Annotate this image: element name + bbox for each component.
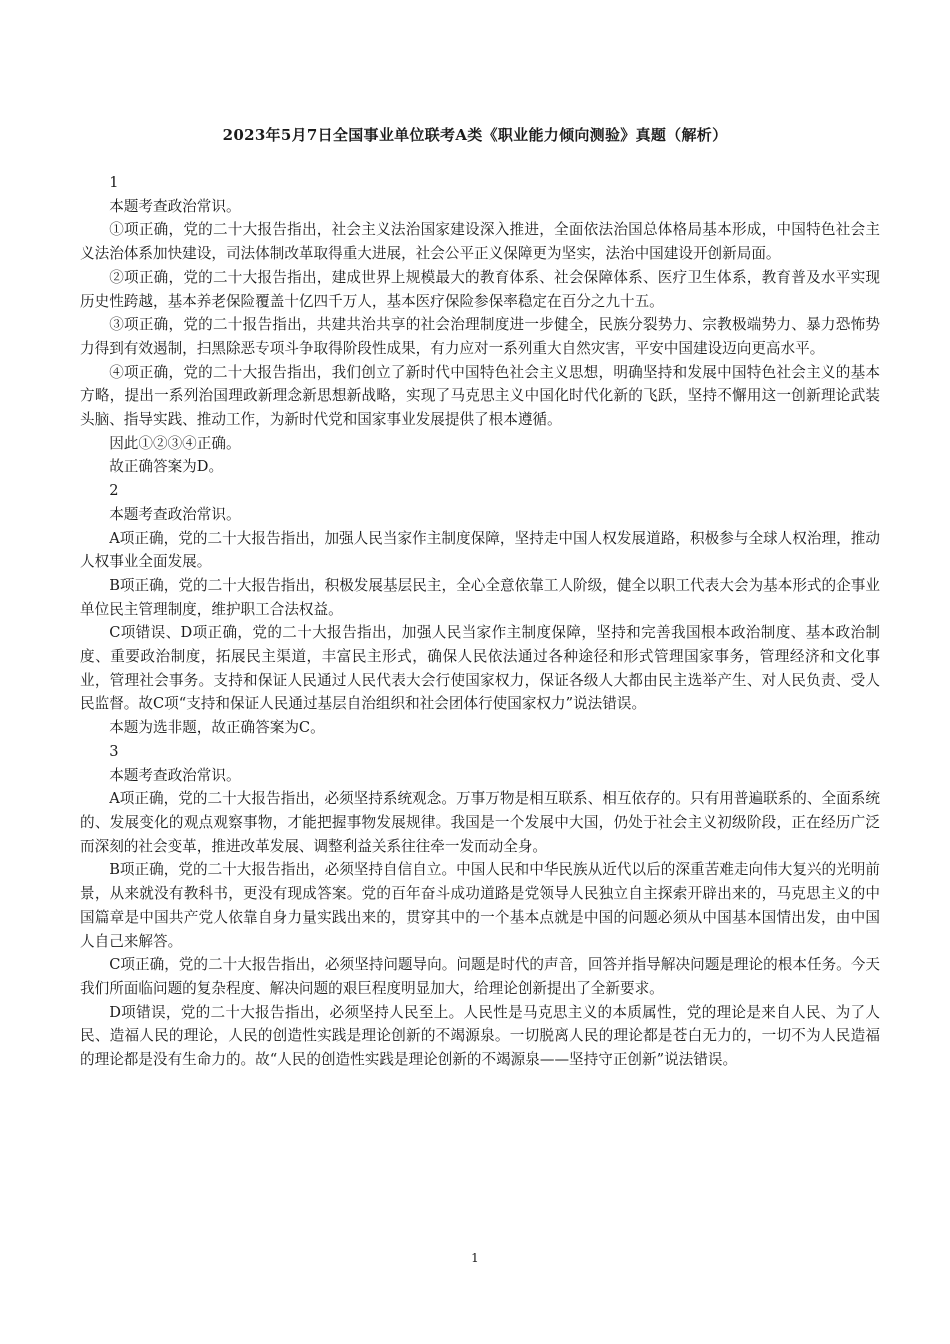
document-body <box>80 171 880 1072</box>
paragraph: D项错误，党的二十大报告指出，必须坚持人民至上。人民性是马克思主义的本质属性，党的理论是来自人民、为了人民、造福人民的理论，人民的创造性实践是理论创新的不竭源泉。一切脱离人民的理论都是苍白无力的，一切不为人民造福的理论都是没有生命力的。故“人民的创造性实践是理论创新的不竭源泉——坚持守正创新”说法错误。 <box>80 1003 880 1069</box>
paragraph: 本题考查政治常识。 <box>109 197 241 215</box>
paragraph: 故正确答案为D。 <box>109 458 224 476</box>
paragraph: ③项正确，党的二十报告指出，共建共治共享的社会治理制度进一步健全，民族分裂势力、宗教极端势力、暴力恐怖势力得到有效遏制，扫黑除恶专项斗争取得阶段性成果，有力应对一系列重大自然灾害，平安中国建设迈向更高水平。 <box>80 316 880 357</box>
paragraph: C项错误、D项正确，党的二十大报告指出，加强人民当家作主制度保障，坚持和完善我国根本政治制度、基本政治制度、重要政治制度，拓展民主渠道，丰富民主形式，确保人民依法通过各种途径和形式管理国家事务，管理经济和文化事业，管理社会事务。支持和保证人民通过人民代表大会行使国家权力，保证各级人大都由民主选举产生、对人民负责、受人民监督。故C项“支持和保证人民通过基层自治组织和社会团体行使国家权力”说法错误。 <box>80 624 880 713</box>
paragraph: 3 <box>109 742 119 760</box>
paragraph: ①项正确，党的二十大报告指出，社会主义法治国家建设深入推进，全面依法治国总体格局基本形成，中国特色社会主义法治体系加快建设，司法体制改革取得重大进展，社会公平正义保障更为坚实，法治中国建设开创新局面。 <box>80 221 880 263</box>
paragraph: A项正确，党的二十大报告指出，加强人民当家作主制度保障，坚持走中国人权发展道路，积极参与全球人权治理，推动人权事业全面发展。 <box>80 529 880 571</box>
paragraph: B项正确，党的二十大报告指出，必须坚持自信自立。中国人民和中华民族从近代以后的深重苦难走向伟大复兴的光明前景，从来就没有教科书，更没有现成答案。党的百年奋斗成功道路是党领导人民独立自主探索开辟出来的，马克思主义的中国篇章是中国共产党人依靠自身力量实践出来的，贯穿其中的一个基本点就是中国的问题必须从中国基本国情出发，由中国人自己来解答。 <box>80 861 880 950</box>
paragraph: 1 <box>109 174 119 191</box>
paragraph: 2 <box>109 482 119 500</box>
paragraph: ②项正确，党的二十大报告指出，建成世界上规模最大的教育体系、社会保障体系、医疗卫生体系，教育普及水平实现历史性跨越，基本养老保险覆盖十亿四千万人，基本医疗保险参保率稳定在百分之九十五。 <box>80 268 880 310</box>
paragraph: 因此①②③④正确。 <box>109 434 241 452</box>
paragraph: ④项正确，党的二十大报告指出，我们创立了新时代中国特色社会主义思想，明确坚持和发展中国特色社会主义的基本方略，提出一系列治国理政新理念新思想新战略，实现了马克思主义中国化时代化新的飞跃，坚持不懈用这一创新理论武装头脑、指导实践、推动工作，为新时代党和国家事业发展提供了根本遵循。 <box>80 363 880 429</box>
paragraph: B项正确，党的二十大报告指出，积极发展基层民主，全心全意依靠工人阶级，健全以职工代表大会为基本形式的企事业单位民主管理制度，维护职工合法权益。 <box>80 576 880 618</box>
page-number: 1 <box>471 1251 479 1265</box>
paragraph: 本题为选非题，故正确答案为C。 <box>109 719 325 737</box>
paragraph: 本题考查政治常识。 <box>109 505 241 523</box>
paragraph: A项正确，党的二十大报告指出，必须坚持系统观念。万事万物是相互联系、相互依存的。只有用普遍联系的、全面系统的、发展变化的观点观察事物，才能把握事物发展规律。我国是一个发展中大国，仍处于社会主义初级阶段，正在经历广泛而深刻的社会变革，推进改革发展、调整利益关系往往牵一发而动全身。 <box>80 790 880 855</box>
paragraph: 本题考查政治常识。 <box>109 766 241 784</box>
paragraph: C项正确，党的二十大报告指出，必须坚持问题导向。问题是时代的声音，回答并指导解决问题是理论的根本任务。今天我们所面临问题的复杂程度、解决问题的艰巨程度明显加大，给理论创新提出了全新要求。 <box>80 956 880 997</box>
document-title: 2023年5月7日全国事业单位联考A类《职业能力倾向测验》真题（解析） <box>222 126 728 144</box>
